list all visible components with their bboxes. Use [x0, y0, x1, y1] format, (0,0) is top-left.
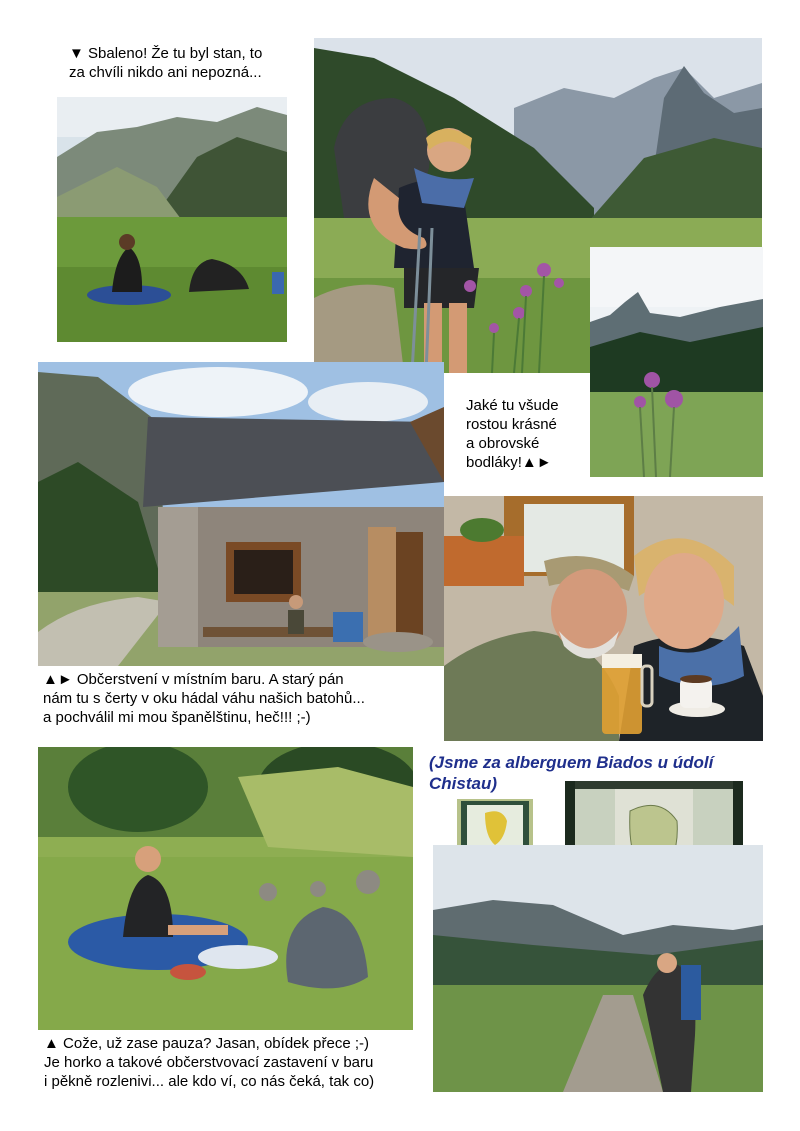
caption-lunch: ▲ Cože, už zase pauza? Jasan, obídek přece ;-) Je horko a takové občerstvovací zastavení v baru i pěkně rozlenivi... ale kdo ví, co nás čeká, tak co) — [44, 1035, 375, 1090]
photo-mountain-bar — [38, 362, 444, 666]
caption-biados: (Jsme za alberguem Biados u údolí Chistau) — [429, 753, 714, 793]
caption-bar: ▲► Občerstvení v místním baru. A starý pán nám tu s čerty v oku hádal váhu našich batohů... a pochválil mi mou španělštinu, heč!!! ;-) — [43, 671, 365, 726]
photo-trail-valley — [433, 845, 763, 1092]
photo-selfie-bar — [444, 496, 763, 741]
photo-packed-campsite — [57, 97, 287, 342]
photo-lunch-break — [38, 747, 413, 1030]
photo-thistles-peaks — [590, 247, 763, 477]
caption-packed: ▼ Sbaleno! Že tu byl stan, to za chvíli nikdo ani nepozná... — [69, 45, 263, 81]
caption-thistles: Jaké tu všude rostou krásné a obrovské bodláky!▲► — [466, 397, 559, 471]
